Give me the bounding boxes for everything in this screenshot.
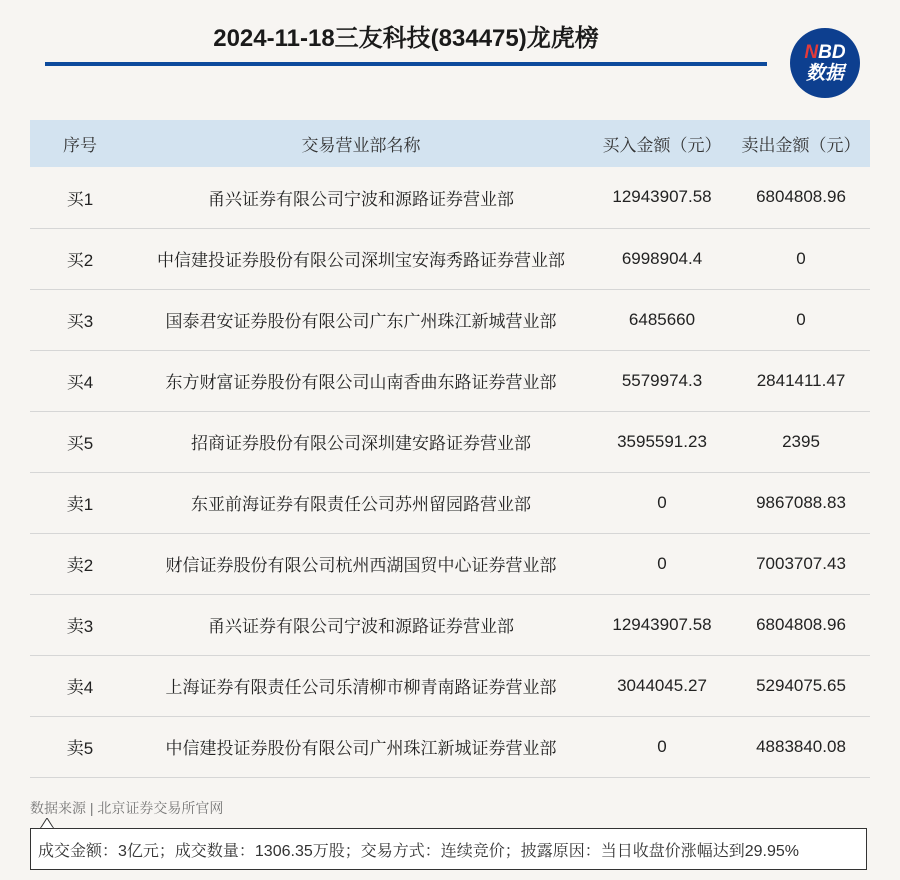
cell-seq: 买2 [66,251,94,270]
cell-buy: 12943907.58 [612,614,712,634]
cell-buy: 3595591.23 [617,431,707,451]
page-title: 2024-11-18三友科技(834475)龙虎榜 [213,25,599,52]
cell-buy: 6485660 [628,309,696,329]
cell-name: 甬兴证券有限公司宁波和源路证券营业部 [208,189,514,209]
header-seq: 序号 [63,136,97,155]
table-row [30,289,870,350]
trade-summary-note [30,828,867,870]
cell-sell: 2841411.47 [756,370,846,390]
title-underline [45,62,767,66]
cell-sell: 6804808.96 [756,614,846,634]
table-row [30,411,870,472]
cell-buy: 12943907.58 [612,187,712,207]
cell-buy: 3044045.27 [617,675,707,695]
header-sell: 卖出金额（元） [741,136,861,155]
cell-sell: 4883840.08 [756,736,846,756]
cell-sell: 0 [796,248,806,268]
data-source: 数据来源 | 北京证券交易所官网 [30,800,224,816]
cell-name: 上海证券有限责任公司乐清柳市柳青南路证券营业部 [165,678,557,697]
cell-seq: 卖5 [66,739,94,758]
cell-buy: 0 [657,553,667,573]
cell-sell: 7003707.43 [756,553,846,573]
cell-seq: 卖2 [66,556,94,575]
table-row [30,655,870,716]
cell-seq: 买3 [66,312,94,331]
cell-name: 东亚前海证券有限责任公司苏州留园路营业部 [191,495,531,514]
table-row [30,472,870,533]
table-row [30,350,870,411]
cell-seq: 买5 [66,434,94,453]
table-row [30,228,870,289]
cell-sell: 0 [796,309,806,329]
cell-seq: 买4 [66,373,94,392]
cell-name: 国泰君安证券股份有限公司广东广州珠江新城营业部 [165,312,557,331]
cell-name: 东方财富证券股份有限公司山南香曲东路证券营业部 [165,373,557,392]
header-name: 交易营业部名称 [301,136,421,155]
trade-summary-text: 成交金额：3亿元；成交数量：1306.35万股；交易方式：连续竞价；披露原因：当日收盘价涨幅达到29.95% [38,842,800,860]
logo-text-nbd: NBD [804,42,846,63]
cell-seq: 卖3 [66,617,94,636]
cell-name: 中信建投证券股份有限公司广州珠江新城证券营业部 [165,739,557,758]
logo-text-data: 数据 [805,63,844,84]
cell-buy: 0 [657,492,667,512]
table-row [30,594,870,655]
cell-name: 财信证券股份有限公司杭州西湖国贸中心证券营业部 [165,556,557,575]
cell-buy: 6998904.4 [621,248,703,268]
cell-seq: 买1 [66,189,94,209]
cell-name: 甬兴证券有限公司宁波和源路证券营业部 [208,617,514,636]
cell-sell: 6804808.96 [756,187,846,207]
header-buy: 买入金额（元） [602,136,722,155]
cell-buy: 5579974.3 [621,370,703,390]
table-row [30,167,870,228]
cell-sell: 2395 [782,431,820,451]
nbd-data-logo [790,28,860,98]
cell-buy: 0 [657,736,667,756]
dragon-tiger-table [30,120,870,778]
cell-seq: 卖4 [66,678,94,697]
table-row [30,716,870,777]
table-row [30,533,870,594]
cell-name: 中信建投证券股份有限公司深圳宝安海秀路证券营业部 [157,251,565,270]
cell-seq: 卖1 [66,495,94,514]
cell-name: 招商证券股份有限公司深圳建安路证券营业部 [191,434,531,453]
cell-sell: 9867088.83 [756,492,846,512]
cell-sell: 5294075.65 [756,675,846,695]
table-header-row [30,120,870,167]
